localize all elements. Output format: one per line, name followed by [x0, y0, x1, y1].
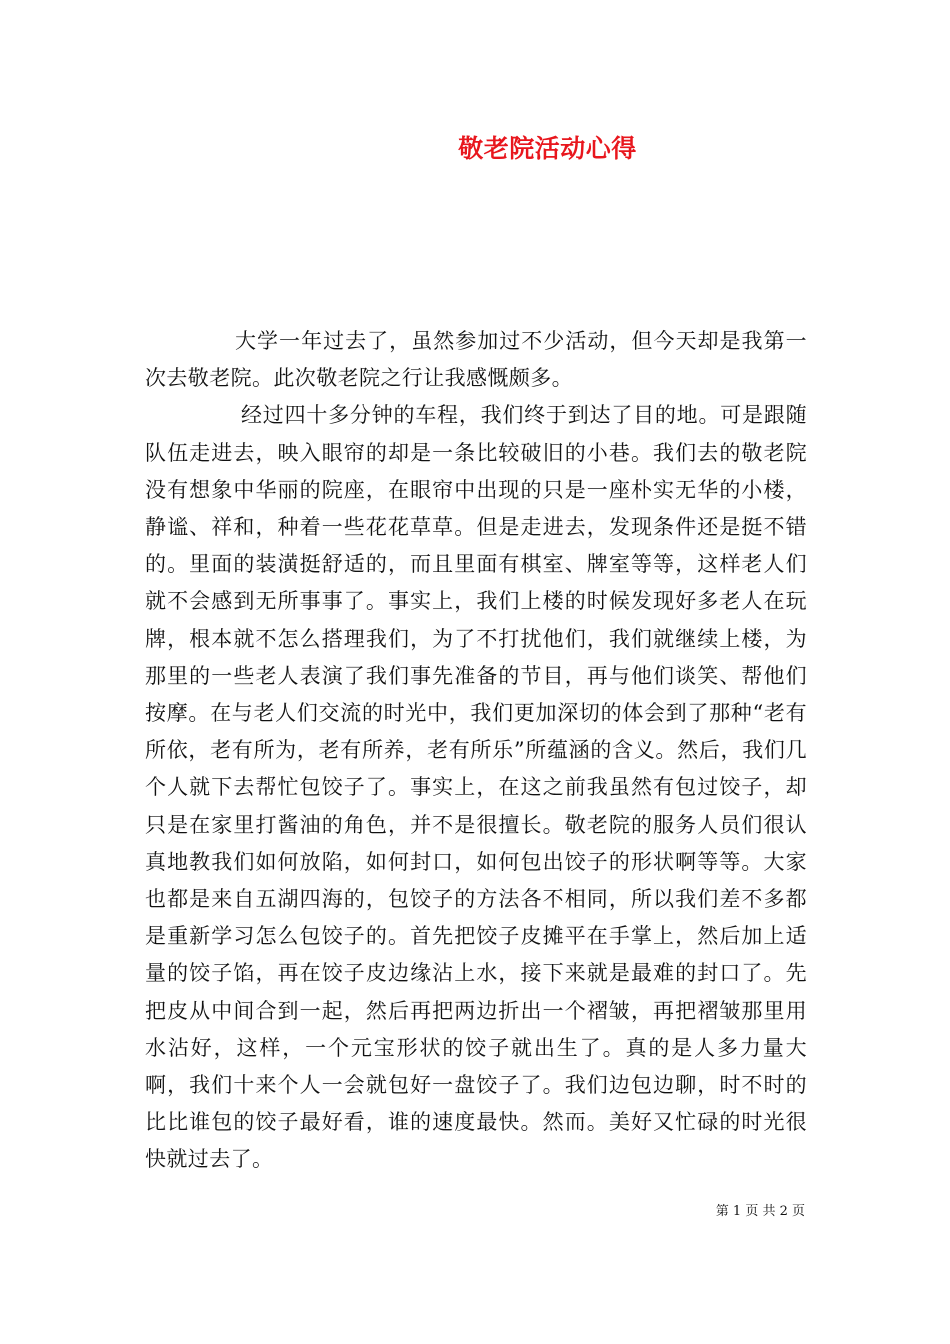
document-body — [145, 323, 807, 1179]
paragraph-2: 经过四十多分钟的车程，我们终于到达了目的地。可是跟随队伍走进去，映入眼帘的却是一条比较破旧的小巷。我们去的敬老院没有想象中华丽的院座，在眼帘中出现的只是一座朴实无华的小楼，静谧、祥和，种着一些花花草草。但是走进去，发现条件还是挺不错的。里面的装潢挺舒适的，而且里面有棋室、牌室等等，这样老人们就不会感到无所事事了。事实上，我们上楼的时候发现好多老人在玩牌，根本就不怎么搭理我们，为了不打扰他们，我们就继续上楼，为那里的一些老人表演了我们事先准备的节目，再与他们谈笑、帮他们按摩。在与老人们交流的时光中，我们更加深切的体会到了那种“老有所依，老有所为，老有所养，老有所乐”所蕴涵的含义。然后，我们几个人就下去帮忙包饺子了。事实上，在这之前我虽然有包过饺子，却只是在家里打酱油的角色，并不是很擅长。敬老院的服务人员们很认真地教我们如何放陷，如何封口，如何包出饺子的形状啊等等。大家也都是来自五湖四海的，包饺子的方法各不相同，所以我们差不多都是重新学习怎么包饺子的。首先把饺子皮摊平在手掌上，然后加上适量的饺子馅，再在饺子皮边缘沾上水，接下来就是最难的封口了。先把皮从中间合到一起，然后再把两边折出一个褶皱，再把褶皱那里用水沾好，这样，一个元宝形状的饺子就出生了。真的是人多力量大啊，我们十来个人一会就包好一盘饺子了。我们边包边聊，时不时的比比谁包的饺子最好看，谁的速度最快。然而。美好又忙碌的时光很快就过去了。 — [145, 403, 807, 1172]
page-number-footer: 第 1 页 共 2 页 — [715, 1204, 805, 1219]
paragraph-1: 大学一年过去了，虽然参加过不少活动，但今天却是我第一次去敬老院。此次敬老院之行让我感慨颇多。 — [145, 329, 807, 391]
page-title: 敬老院活动心得 — [458, 134, 637, 163]
